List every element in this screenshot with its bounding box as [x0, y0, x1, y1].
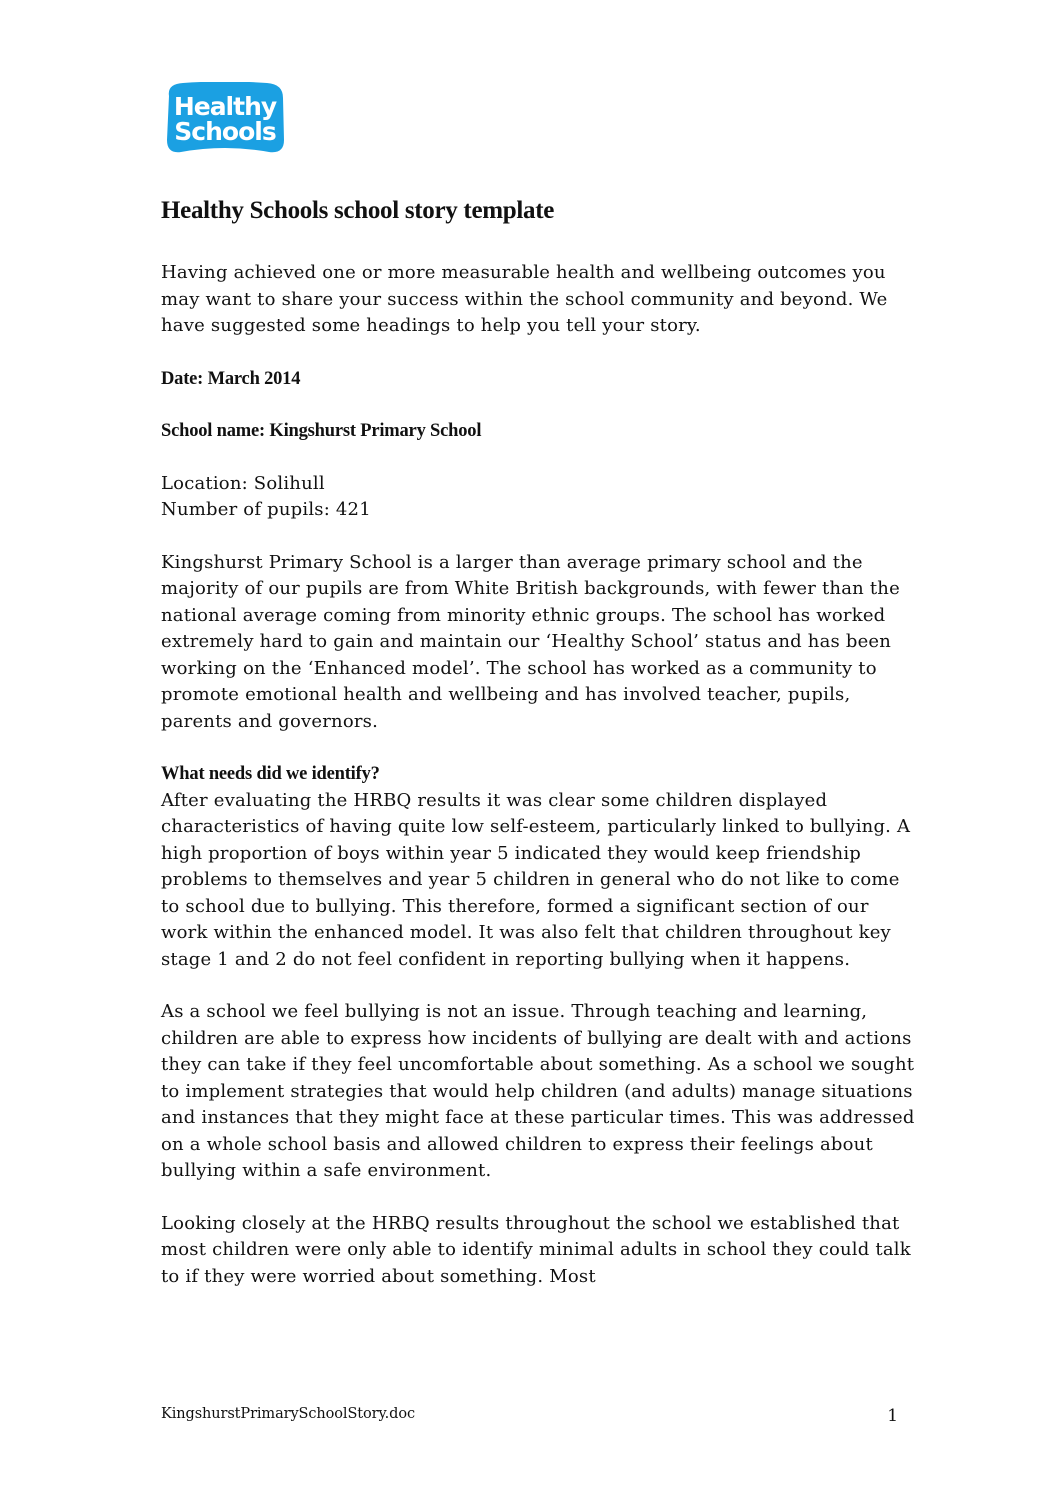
logo-icon: [163, 82, 287, 158]
date-line: Date: March 2014: [161, 368, 301, 389]
logo-line2: Schools: [174, 117, 276, 146]
pupils-line: Number of pupils: 421: [161, 499, 371, 520]
footer-filename: KingshurstPrimarySchoolStory.doc: [161, 1406, 415, 1422]
school-description-paragraph: Kingshurst Primary School is a larger than average primary school and the majority of our pupils are from White British backgrounds, with fewer than the national average coming from minority ethnic groups. The school has worked extremely hard to gain and maintain our ‘Healthy School’ status and has been working on the ‘Enhanced model’. The school has worked as a community to promote emotional health and wellbeing and has involved teacher, pupils, parents and governors.: [161, 551, 900, 732]
page-footer: [161, 1406, 898, 1426]
page-number: 1: [887, 1406, 898, 1426]
healthy-schools-logo: [163, 82, 287, 158]
document-title: Healthy Schools school story template: [161, 197, 555, 224]
school-name-line: School name: Kingshurst Primary School: [161, 421, 482, 441]
location-line: Location: Solihull: [161, 472, 325, 494]
hrbq-paragraph: Looking closely at the HRBQ results throughout the school we established that most children were only able to identify minimal adults in school they could talk to if they were worried about something. Most: [161, 1212, 911, 1287]
document-body: [161, 196, 921, 1290]
bullying-paragraph: As a school we feel bullying is not an issue. Through teaching and learning, children are able to express how incidents of bullying are dealt with and actions they can take if they feel uncomfortable about something. As a school we sought to implement strategies that would help children (and adults) manage situations and instances that they might face at these particular times. This was addressed on a whole school basis and allowed children to express their feelings about bullying within a safe environment.: [161, 1001, 915, 1181]
needs-paragraph: After evaluating the HRBQ results it was clear some children displayed characteristics of having quite low self-esteem, particularly linked to bullying. A high proportion of boys within year 5 indicated they would keep friendship problems to themselves and year 5 children in general who do not like to come to school due to bullying. This therefore, formed a significant section of our work within the enhanced model. It was also felt that children throughout key stage 1 and 2 do not feel confident in reporting bullying when it happens.: [161, 789, 911, 970]
intro-paragraph: Having achieved one or more measurable health and wellbeing outcomes you may want to share your success within the school community and beyond. We have suggested some headings to help you tell your story.: [161, 262, 888, 336]
needs-heading: What needs did we identify?: [161, 764, 380, 784]
logo-line1: Healthy: [173, 92, 277, 121]
